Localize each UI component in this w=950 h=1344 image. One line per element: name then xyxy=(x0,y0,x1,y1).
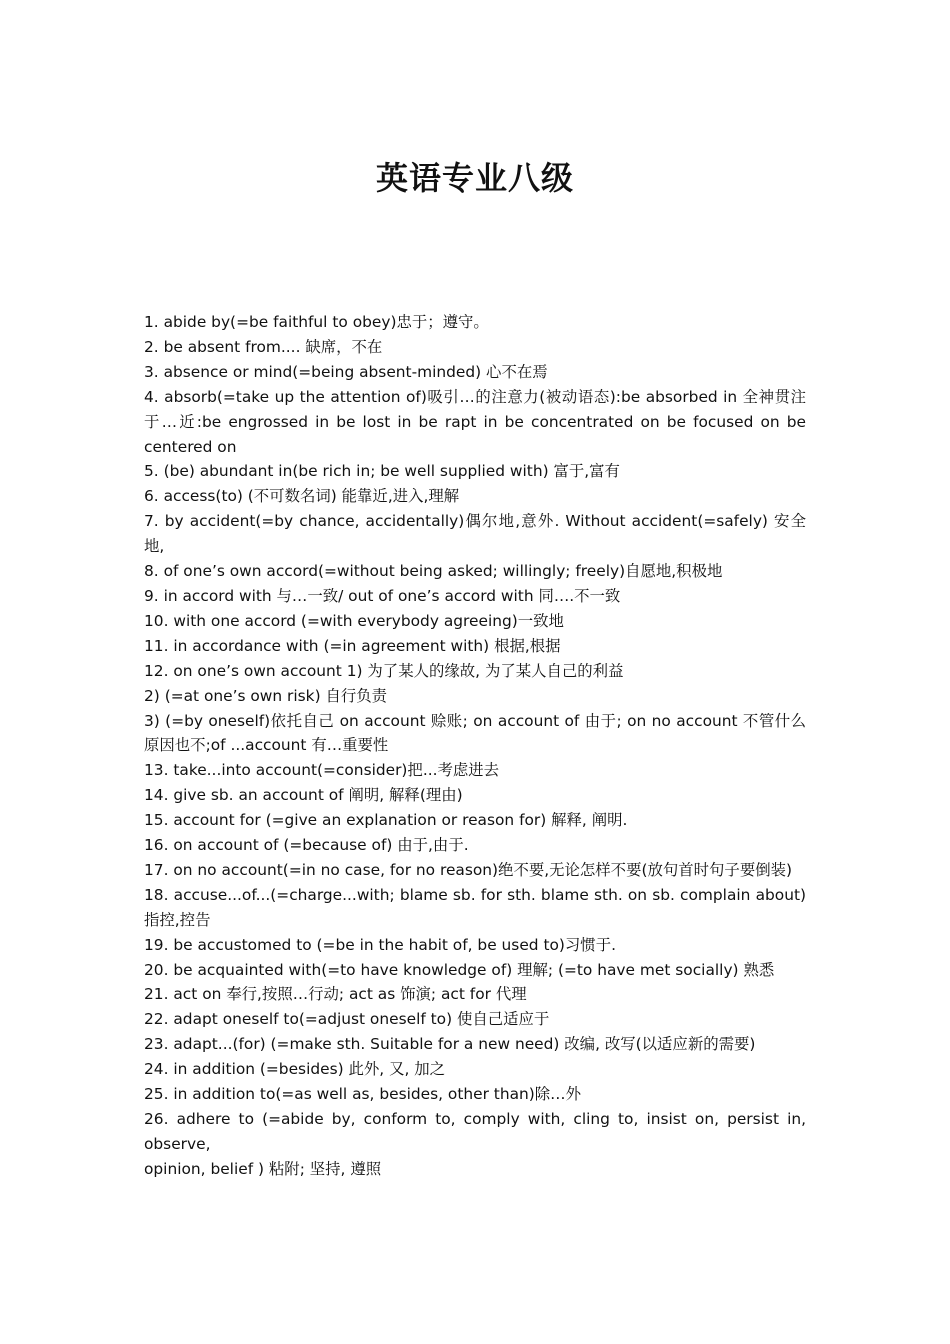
entry-line: 2. be absent from.... 缺席，不在 xyxy=(144,337,383,356)
entry-line: 17. on no account(=in no case, for no reason)绝不要,无论怎样不要(放句首时句子要倒装) xyxy=(144,860,792,879)
entry-line: 21. act on 奉行,按照…行动; act as 饰演; act for 代理 xyxy=(144,985,527,1004)
entry-line: 25. in addition to(=as well as, besides, other than)除…外 xyxy=(144,1085,581,1104)
document-title: 英语专业八级 xyxy=(375,159,574,197)
entry-line: 2) (=at one’s own risk) 自行负责 xyxy=(144,686,388,705)
entry-line: 15. account for (=give an explanation or reason for) 解释, 阐明. xyxy=(144,811,628,830)
entry-line: 14. give sb. an account of 阐明, 解释(理由) xyxy=(144,786,463,805)
entry-line: 7. by accident(=by chance, accidentally)偶尔地,意外. Without accident(=safely) 安全地, xyxy=(144,512,806,556)
entry-line: 16. on account of (=because of) 由于,由于. xyxy=(144,836,469,855)
entry-line: 20. be acquainted with(=to have knowledge of) 理解; (=to have met socially) 熟悉 xyxy=(144,960,775,979)
entry-line: 13. take...into account(=consider)把...考虑进去 xyxy=(144,761,500,780)
entry-line: 8. of one’s own accord(=without being asked; willingly; freely)自愿地,积极地 xyxy=(144,562,723,581)
entry-line: 10. with one accord (=with everybody agreeing)一致地 xyxy=(144,611,564,630)
entry-line: 24. in addition (=besides) 此外, 又, 加之 xyxy=(144,1060,446,1079)
entry-line: 23. adapt...(for) (=make sth. Suitable for a new need) 改编, 改写(以适应新的需要) xyxy=(144,1035,756,1054)
entry-line: 22. adapt oneself to(=adjust oneself to) 使自己适应于 xyxy=(144,1010,550,1029)
entry-line: 12. on one’s own account 1) 为了某人的缘故, 为了某人自己的利益 xyxy=(144,661,624,680)
entry-line: 3) (=by oneself)依托自己 on account 赊账; on account of 由于; on no account 不管什么原因也不;of ...account 有…重要性 xyxy=(144,711,806,755)
entry-line: opinion, belief ) 粘附; 坚持, 遵照 xyxy=(144,1159,382,1178)
entry-line: 3. absence or mind(=being absent-minded) 心不在焉 xyxy=(144,362,548,381)
entry-line: 26. adhere to (=abide by, conform to, comply with, cling to, insist on, persist in, observe, xyxy=(144,1110,806,1153)
entry-line: 5. (be) abundant in(be rich in; be well supplied with) 富于,富有 xyxy=(144,462,620,481)
entry-line: 4. absorb(=take up the attention of)吸引…的注意力(被动语态):be absorbed in 全神贯注于…近:be engrossed in be lost in be rapt in be concentrated on be focused on be centered on xyxy=(144,387,806,456)
entry-line: 11. in accordance with (=in agreement with) 根据,根据 xyxy=(144,636,561,655)
entry-line: 18. accuse...of...(=charge...with; blame sb. for sth. blame sth. on sb. complain about) 指控,控告 xyxy=(144,885,806,929)
document-body xyxy=(144,310,806,1182)
entry-line: 1. abide by(=be faithful to obey)忠于；遵守。 xyxy=(144,313,489,331)
entry-line: 19. be accustomed to (=be in the habit of, be used to)习惯于. xyxy=(144,935,616,954)
entry-line: 6. access(to) (不可数名词) 能靠近,进入,理解 xyxy=(144,487,460,506)
entry-line: 9. in accord with 与…一致/ out of one’s accord with 同….不一致 xyxy=(144,586,621,605)
